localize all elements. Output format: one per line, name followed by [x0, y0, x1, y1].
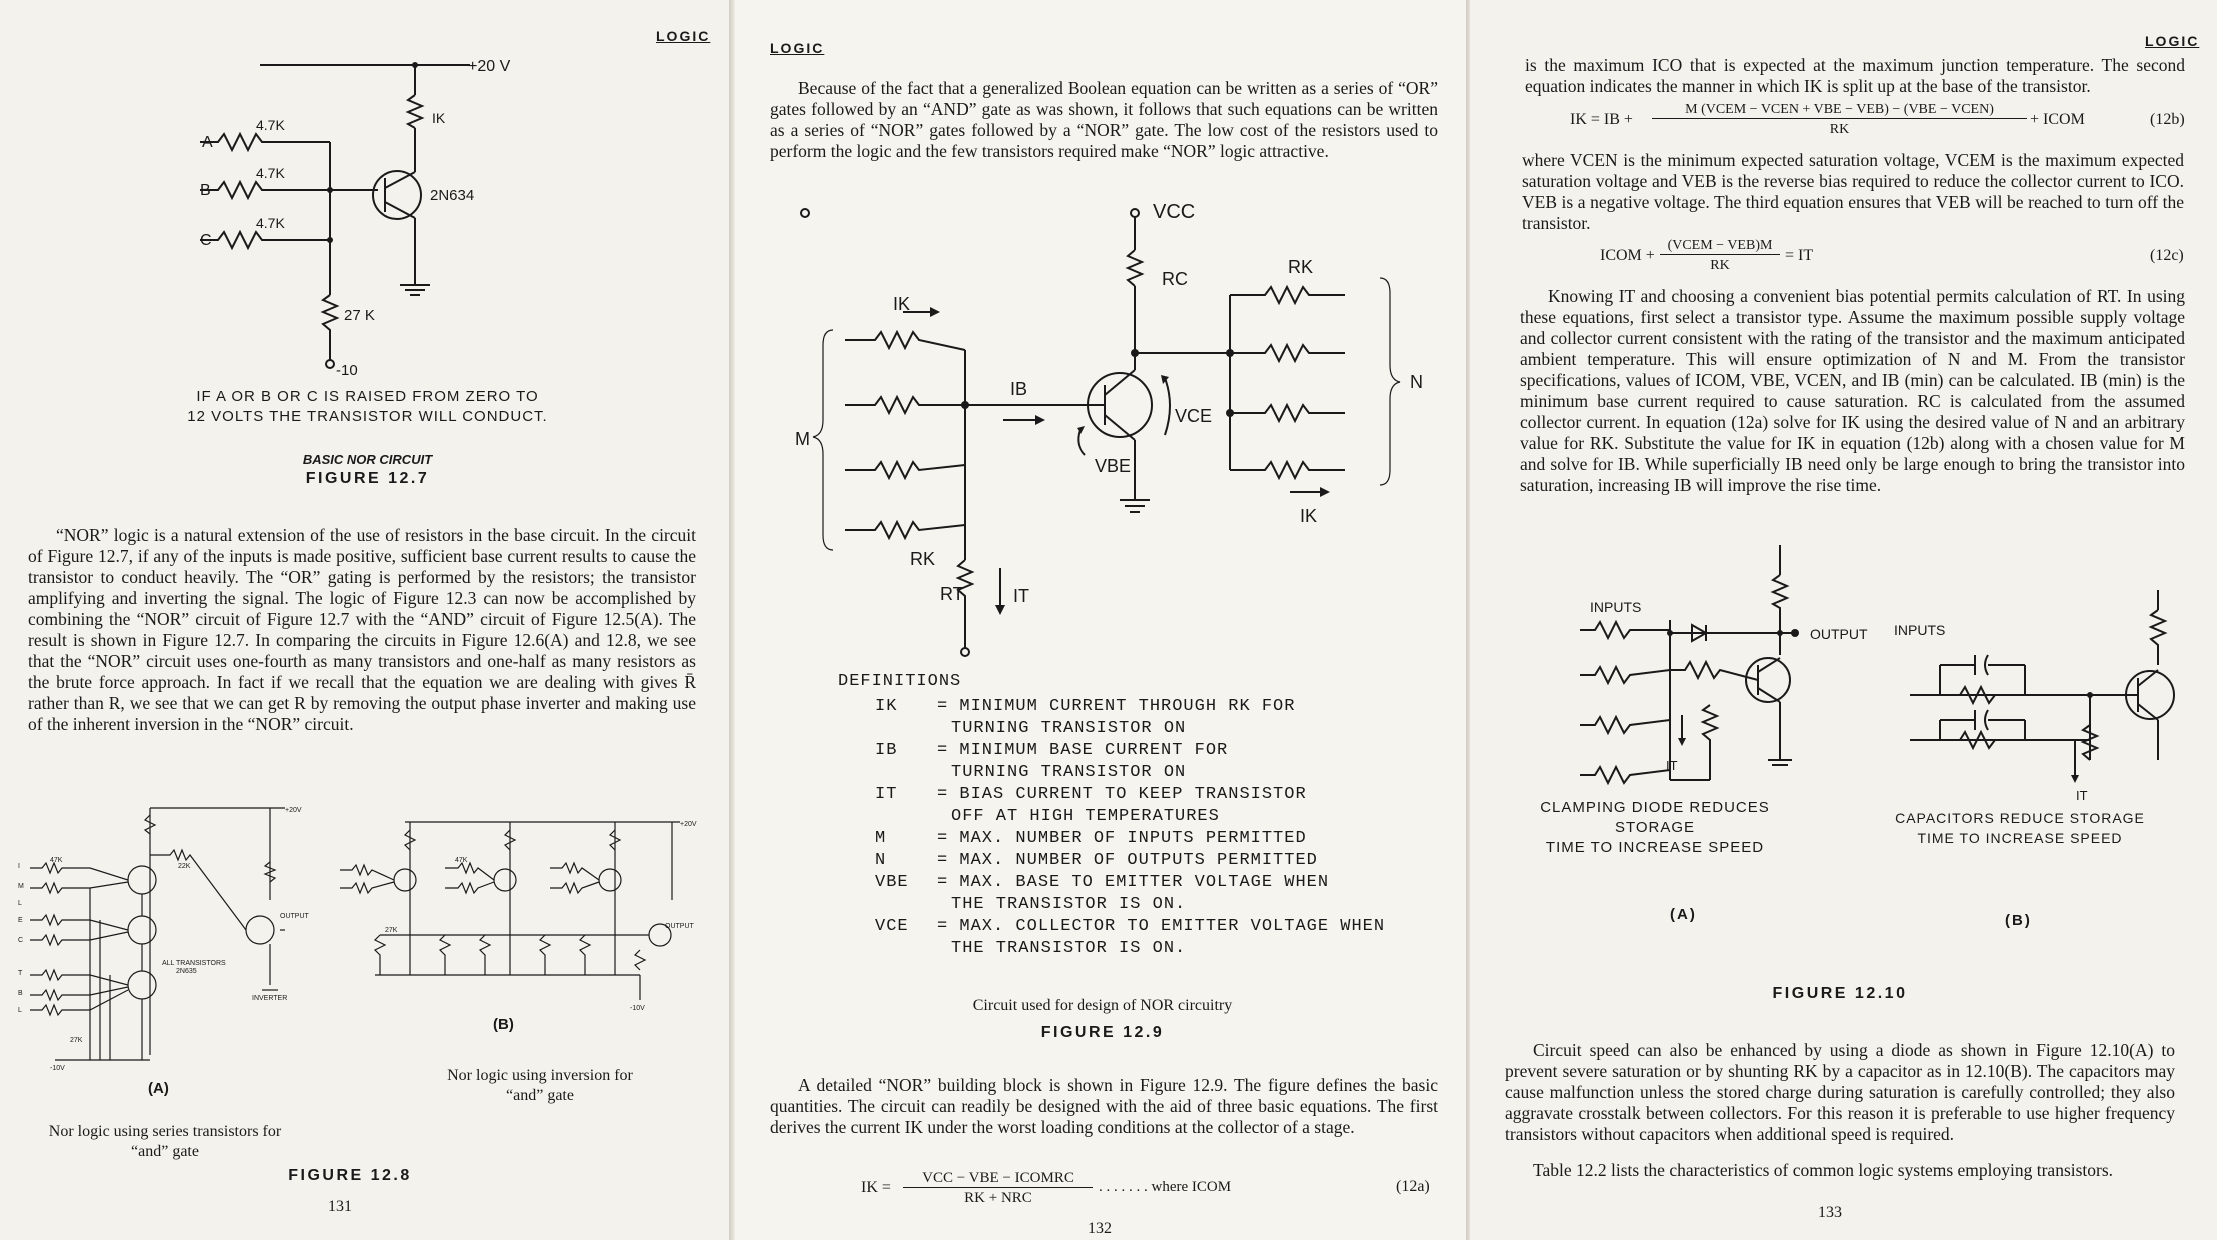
def-text: [937, 740, 1228, 784]
def-text: [937, 872, 1329, 916]
figure-12-10-caption: FIGURE 12.10: [1772, 985, 1908, 1002]
def-term: VBE: [875, 873, 909, 892]
paragraph-2: where VCEN is the minimum expected saturation voltage, VCEM is the maximum expected saturation voltage and VEB is the reverse bias required to reduce the collector current to ICO. VEB is a negative voltage. The third equation ensures that VEB will be reached to turn off the transistor.: [1522, 150, 2184, 233]
def-line1: = MAX. COLLECTOR TO EMITTER VOLTAGE WHEN: [937, 917, 1386, 936]
it-label: IT: [1013, 586, 1029, 606]
fig128a-input-3: L: [18, 900, 22, 907]
figure-12-8-caption: FIGURE 12.8: [288, 1167, 412, 1184]
definition-vce: [875, 916, 1455, 960]
equation-12a: [861, 1170, 1470, 1210]
figure-12-10a-label: (A): [1670, 906, 1697, 923]
def-term: IK: [875, 697, 898, 716]
resistor-c-label: 4.7K: [256, 215, 285, 231]
eq-denominator: RK: [1829, 122, 1850, 137]
fig1210a-inputs: INPUTS: [1590, 599, 1642, 615]
definition-it: [875, 784, 1455, 828]
fig128b-r: 27K: [385, 927, 398, 934]
eq-tag: (12c): [2150, 247, 2184, 264]
fig128a-input-2: M: [18, 883, 24, 890]
eq-denominator: RK + NRC: [964, 1190, 1032, 1206]
fig128a-input-6: T: [18, 970, 23, 977]
def-line2: THE TRANSISTOR IS ON.: [951, 895, 1187, 914]
resistor-a-label: 4.7K: [256, 117, 285, 133]
eq-denominator: RK: [1710, 258, 1730, 273]
fig128a-bias: -10V: [50, 1065, 65, 1072]
fig128a-r3: 27K: [70, 1037, 83, 1044]
fig1210b-caption-line1: CAPACITORS REDUCE STORAGE: [1895, 810, 2145, 826]
figure-12-7-title: BASIC NOR CIRCUIT: [302, 452, 433, 467]
definition-ik: [875, 696, 1455, 740]
page-number: 133: [1818, 1204, 1842, 1221]
rc-label: RC: [1162, 269, 1188, 289]
fig1210a-it: IT: [1666, 758, 1678, 773]
def-line1: = MAX. BASE TO EMITTER VOLTAGE WHEN: [937, 873, 1330, 892]
fig1210b-inputs: INPUTS: [1894, 622, 1946, 638]
eq-tail: + ICOM: [2030, 111, 2085, 128]
fig1210a-output: OUTPUT: [1810, 626, 1868, 642]
fig128b-bias: -10V: [630, 1005, 645, 1012]
ik-label: IK: [893, 294, 911, 314]
fig128a-output: OUTPUT: [280, 913, 309, 920]
note-line-2: 12 VOLTS THE TRANSISTOR WILL CONDUCT.: [187, 408, 548, 425]
fig128a-r2: 22K: [178, 863, 191, 870]
def-term: IT: [875, 785, 898, 804]
vce-label: VCE: [1175, 406, 1213, 426]
fig1210a-caption-line1: CLAMPING DIODE REDUCES STORAGE: [1540, 799, 1770, 836]
fig128b-caption-line1: Nor logic using inversion for: [447, 1067, 633, 1084]
def-line1: = MAX. NUMBER OF INPUTS PERMITTED: [937, 829, 1307, 848]
n-label: N: [1410, 372, 1423, 392]
paragraph-4: Circuit speed can also be enhanced by using a diode as shown in Figure 12.10(A) to prevent severe saturation or by shunting RK by a capacitor as in 12.10(B). The capacitors may cause malfunction unless the stored charge during saturation is carefully controlled; they also aggravate crosstalk between collectors. For this reason it is preferable to use higher frequency transistors without capacitors when additional speed is required.: [1505, 1040, 2175, 1144]
fig128a-input-7: B: [18, 990, 23, 997]
resistor-b-label: 4.7K: [256, 165, 285, 181]
definition-n: [875, 850, 1455, 872]
fig128a-note1: ALL TRANSISTORS: [162, 960, 226, 967]
fig128a-input-8: L: [18, 1007, 22, 1014]
input-b-label: B: [200, 182, 211, 199]
eq-lhs: IK =: [861, 1179, 891, 1196]
definitions-title: DEFINITIONS: [838, 672, 962, 691]
running-header: LOGIC: [656, 28, 711, 44]
fig128b-caption-line2: “and” gate: [506, 1087, 574, 1104]
figure-12-9-schematic: [735, 0, 1470, 700]
eq-tag: (12a): [1396, 1178, 1430, 1195]
rk-left-label: RK: [910, 549, 936, 569]
rk-label: RK: [1288, 257, 1314, 277]
figure-12-8b-label: (B): [493, 1016, 514, 1033]
definition-vbe: [875, 872, 1455, 916]
def-term: IB: [875, 741, 898, 760]
definition-m: [875, 828, 1455, 850]
def-line2: TURNING TRANSISTOR ON: [951, 763, 1187, 782]
figure-12-7-caption: FIGURE 12.7: [305, 470, 430, 487]
def-line2: THE TRANSISTOR IS ON.: [951, 939, 1187, 958]
def-line2: TURNING TRANSISTOR ON: [951, 719, 1187, 738]
page-133: [1470, 0, 2217, 1240]
figure-12-9-subtitle: Circuit used for design of NOR circuitry: [972, 997, 1233, 1014]
fig128b-supply: +20V: [680, 821, 697, 828]
fig128a-caption-line2: “and” gate: [131, 1143, 199, 1160]
def-line1: = BIAS CURRENT TO KEEP TRANSISTOR: [937, 785, 1307, 804]
fig128a-supply: +20V: [285, 807, 302, 814]
def-line1: = MINIMUM BASE CURRENT FOR: [937, 741, 1229, 760]
eq-numerator: VCC − VBE − ICOMRC: [903, 1170, 1093, 1188]
fig1210b-it: IT: [2076, 788, 2088, 803]
def-term: N: [875, 851, 887, 870]
input-c-label: C: [200, 232, 212, 249]
def-line2: OFF AT HIGH TEMPERATURES: [951, 807, 1220, 826]
fig128a-input-4: E: [18, 917, 23, 924]
fig128a-r1: 47K: [50, 857, 63, 864]
body-paragraph: “NOR” logic is a natural extension of the use of resistors in the base circuit. In the circuit of Figure 12.7, if any of the inputs is made positive, sufficient base current results to cause the transistor to conduct heavily. The “OR” gating is performed by the resistors; the transistor amplifying and inverting the signal. The logic of Figure 12.3 can now be accomplished by combining the “NOR” circuit of Figure 12.7 with the “AND” circuit of Figure 12.5(A). The result is shown in Figure 12.7. In comparing the circuits in Figure 12.6(A) and 12.8, we see that the “NOR” circuit uses one-fourth as many transistors and one-half as many resistors as the brute force approach. In fact if we recall that the equation we are dealing with gives R̄ rather than R, we see that we can get R by removing the output phase inverter and making use of the inherent inversion in the “NOR” circuit.: [28, 525, 696, 734]
transistor-label: 2N634: [430, 187, 475, 204]
note-line-1: IF A OR B OR C IS RAISED FROM ZERO TO: [196, 388, 539, 405]
eq-tail: = IT: [1785, 247, 1814, 264]
vcc-label: VCC: [1153, 201, 1196, 223]
vbe-label: VBE: [1095, 456, 1132, 476]
page-number: 132: [1088, 1220, 1112, 1237]
bias-voltage-label: -10: [336, 362, 358, 379]
page-132: [735, 0, 1470, 1240]
eq-tag: (12b): [2150, 111, 2185, 128]
figure-12-10a-caption: [1505, 798, 1805, 858]
figure-12-8a-caption: [0, 1122, 330, 1162]
def-text: [937, 784, 1307, 828]
fig128a-note2: 2N635: [176, 968, 197, 975]
fig128b-output: OUTPUT: [665, 923, 694, 930]
running-header: LOGIC: [2145, 33, 2200, 49]
figure-12-8a-schematic: [0, 0, 735, 1240]
fig128b-r2: 47K: [455, 857, 468, 864]
definition-ib: [875, 740, 1455, 784]
intro-paragraph: Because of the fact that a generalized Boolean equation can be written as a series of “OR” gates followed by an “AND” gate as was shown, it follows that such equations can be written as a series of “NOR” gates followed by a “NOR” gate. The low cost of the resistors used to perform the logic and the few transistors required make “NOR” logic attractive.: [770, 78, 1438, 161]
def-term: VCE: [875, 917, 909, 936]
body-paragraph: A detailed “NOR” building block is shown in Figure 12.9. The figure defines the basic quantities. The circuit can readily be designed with the aid of three basic equations. The first derives the current IK under the worst loading conditions at the collector of a stage.: [770, 1075, 1438, 1137]
eq-numerator: M (VCEM − VCEN + VBE − VEB) − (VBE − VCEN): [1652, 102, 2027, 119]
paragraph-1: is the maximum ICO that is expected at the maximum junction temperature. The second equation indicates the manner in which IK is split up at the base of the transistor.: [1525, 55, 2185, 96]
bias-resistor-label: 27 K: [344, 307, 375, 324]
fig128a-inverter: INVERTER: [252, 995, 288, 1002]
eq-lhs: IK = IB +: [1570, 111, 1633, 128]
figure-12-9-caption: FIGURE 12.9: [1040, 1024, 1165, 1041]
def-text: [937, 916, 1385, 960]
def-line1: = MINIMUM CURRENT THROUGH RK FOR: [937, 697, 1296, 716]
m-label: M: [795, 429, 810, 449]
paragraph-3: Knowing IT and choosing a convenient bias potential permits calculation of RT. In using these equations, first select a transistor type. Assume the maximum possible supply voltage and collector current consistent with the rating of the transistor and the maximum anticipated ambient temperature. This will ensure optimization of N and M. From the transistor specifications, values of ICOM, VBE, VCEN, and IB (min) can be calculated. IB (min) is the minimum base current required to cause saturation. RC is calculated from the assumed collector current. In equation (12a) solve for IK using the desired value of N and an arbitrary value for RK. Substitute the value for IK in equation (12b) along with a chosen value for M and solve for IB. While superficially IB need only be large enough to bring the transistor into saturation, increasing IB will improve the rise time.: [1520, 286, 2185, 495]
def-line1: = MAX. NUMBER OF OUTPUTS PERMITTED: [937, 851, 1318, 870]
fig128a-input-5: C: [18, 937, 24, 944]
figure-12-8b-caption: [400, 1066, 680, 1106]
figure-12-8a-label: (A): [148, 1080, 169, 1097]
page-131: [0, 0, 735, 1240]
running-header: LOGIC: [770, 40, 825, 56]
eq-numerator: (VCEM − VEB)M: [1660, 238, 1780, 255]
figure-12-10-schematic: [1470, 0, 2217, 900]
fig128a-input-1: I: [18, 863, 20, 870]
collector-resistor-label: IK: [432, 110, 446, 126]
input-a-label: A: [202, 134, 213, 151]
supply-label-20v: +20 V: [468, 58, 511, 75]
ib-label: IB: [1010, 379, 1028, 399]
fig128a-caption-line1: Nor logic using series transistors for: [48, 1123, 282, 1140]
rt-label: RT: [940, 584, 964, 604]
definitions-list: [875, 696, 1455, 960]
eq-lhs: ICOM +: [1600, 247, 1655, 264]
def-term: M: [875, 829, 887, 848]
def-text: [937, 696, 1295, 740]
figure-12-10b-label: (B): [2005, 912, 2032, 929]
fig1210a-caption-line2: TIME TO INCREASE SPEED: [1545, 839, 1765, 856]
paragraph-5: Table 12.2 lists the characteristics of common logic systems employing transistors.: [1533, 1160, 2114, 1180]
figure-12-10b-caption: [1870, 808, 2170, 848]
fig1210b-caption-line2: TIME TO INCREASE SPEED: [1917, 830, 2123, 846]
eq-tail: . . . . . . . where ICOM: [1099, 1179, 1232, 1195]
page-number: 131: [328, 1198, 352, 1215]
ik-right-label: IK: [1300, 506, 1318, 526]
